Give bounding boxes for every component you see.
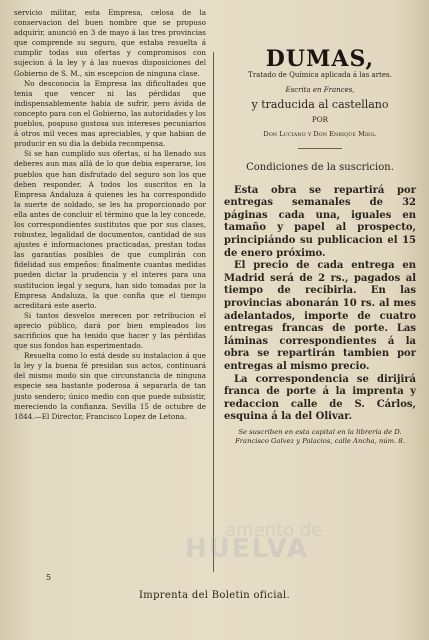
printer-footer: Imprenta del Boletin oficial. (139, 590, 290, 601)
watermark: HUELVA (185, 534, 310, 564)
paragraph-5: Resuelta como lo está desde su instalacion á que la ley y la buena fé presidan sus actos, continuará del mismo modo sin que circunstancia de ninguna especie sea bastante poderosa á separarla de tan justo sendero; único medio con que puede subsistir, mereciendo la confianza. Sevilla 15 de octubre de 1844.—El Director, Francisco Lopez de Letona. (14, 351, 206, 421)
condition-2: El precio de cada entrega en Madrid será de 2 rs., pagados al tiempo de recibirla. En las provincias abonarán 10 rs. al mes adelantados, importe de cuatro entregas francas de porte. Las láminas correspondientes á la obra se repartirán tambien por entregas al mismo precio. (224, 260, 416, 372)
subscription-note: Se suscriben en esta capital en la librería de D. Francisco Galvez y Palacios, calle Ancha, núm. 8. (235, 427, 405, 445)
condition-3: La correspondencia se dirijirá franca de porte á la imprenta y redaccion calle de S. Cárlos, esquina á la del Olivar. (224, 373, 416, 423)
original-language: Escrita en Frances, (285, 86, 355, 95)
right-column (224, 8, 416, 446)
watermark-faint: amento de (225, 520, 323, 541)
book-subtitle: Tratado de Química aplicada á las artes. (248, 71, 392, 80)
book-title: DUMAS, (265, 46, 375, 72)
paragraph-3: Si se han cumplido sus ofertas, si ha llenado sus deberes aun mas allá de lo que debia esperarse, los pueblos que han disfrutado del seguro son los que deben responder. A todos los suscritos en la Empresa Andaluza á quienes les ha correspondido la suerte de soldado, se les ha proporcionado por ella antes de concluir el término que la ley concede, los correspondientes sustitutos que por sus clases, robustez, legalidad de documentos, cantidad de sus ajustes é informaciones practicadas, prestan todas las garantías posibles de que cumplirán con fidelidad sus empeños: finalmente cuantas medidas pueden dictar la prudencia y el interes para una sustitucion legal y segura, han sido tomadas por la Empresa Andaluza, la que confia que el tiempo acreditará este aserto. (14, 149, 206, 310)
column-divider (213, 52, 214, 572)
left-column (14, 8, 206, 422)
translation-note: y traducida al castellano (251, 98, 389, 112)
por-label: POR (311, 115, 329, 125)
paragraph-1: servicio militar, esta Empresa, celosa de la conservacion del buen nombre que se propuso adquirir, anunció en 3 de mayo á las tres provincias que comprende su seguro, que estaba resuelta á cumplir todas sus ofertas y compromisos con sujecion á la ley y á las nuevas disposiciones del Gobierno de S. M., sin escepcion de ninguna clase. (14, 8, 206, 78)
paragraph-4: Si tantos desvelos merecen por retribucion el aprecio público, dará por bien empleados los sacrificios que ha tenido que hacer y las pérdidas que sus fondos han esperimentado. (14, 310, 206, 351)
paragraph-2: No desconocia la Empresa las dificultades que tenia que vencer ni las pérdidas que indispensablemente habia de sufrir, pero ávida de concepto para con el Gobierno, las autoridades y los pueblos, pospuso gustosa sus intereses pecuniarios á otros mil veces mas apreciables, y que habian de producir en su dia la debida recompensa. (14, 78, 206, 149)
translators: Don Luciano y Don Enrique Mieg. (263, 130, 377, 139)
condition-1: Esta obra se repartirá por entregas semanales de 32 páginas cada una, iguales en tamaño y papel al prospecto, principiándo su publicacion el 15 de enero próximo. (224, 184, 416, 259)
conditions-title: Condiciones de la suscricion. (246, 161, 394, 173)
signature-mark: 5 (46, 573, 52, 582)
separator-rule (298, 148, 342, 149)
